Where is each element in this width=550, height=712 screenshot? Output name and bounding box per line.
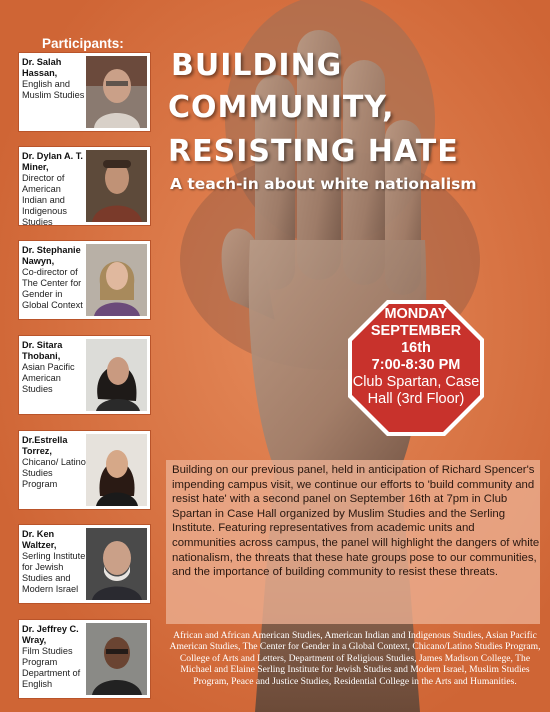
participant-affiliation: Film Studies Program Department of English — [22, 646, 81, 689]
participant-affiliation: Serling Institute for Jewish Studies and Modern Israel — [22, 551, 86, 594]
participant-photo — [86, 623, 147, 695]
participant-name: Dr. Jeffrey C. Wray, — [22, 624, 79, 645]
participant-name: Dr. Dylan A. T. Miner, — [22, 151, 83, 172]
event-details — [346, 306, 486, 408]
participant-affiliation: Co-director of The Center for Gender in Global Context — [22, 267, 83, 310]
event-date: 16th — [401, 340, 431, 356]
participant-affiliation: English and Muslim Studies — [22, 79, 85, 100]
participant-card — [18, 240, 151, 320]
title-line: RESISTING HATE — [168, 134, 459, 169]
participant-affiliation: Chicano/ Latino Studies Program — [22, 457, 86, 489]
participant-name: Dr. Stephanie Nawyn, — [22, 245, 81, 266]
participant-photo — [86, 244, 147, 316]
participant-affiliation: Asian Pacific American Studies — [22, 362, 75, 394]
participant-name: Dr.Estrella Torrez, — [22, 435, 68, 456]
participant-photo — [86, 56, 147, 128]
participant-card — [18, 524, 151, 604]
participant-card — [18, 52, 151, 132]
participant-photo — [86, 339, 147, 411]
participant-name: Dr. Ken Waltzer, — [22, 529, 57, 550]
event-day: MONDAY — [384, 306, 448, 322]
participant-card — [18, 619, 151, 699]
participant-card — [18, 146, 151, 226]
subtitle: A teach-in about white nationalism — [170, 175, 477, 193]
participant-name: Dr. Sitara Thobani, — [22, 340, 63, 361]
sponsors-text: African and African American Studies, American Indian and Indigenous Studies, Asian Pacific American Studies, The Center for Gender in a Global Context, Chicano/Latino Studies Program, College of Arts and Letters, Department of Religious Studies, James Madison College, The Michael and Elaine Serling Institute for Jewish Studies and Modern Israel, Muslim Studies Program, Peace and Justice Studies, Residential College in the Arts and Humanities. — [169, 630, 541, 687]
participant-card — [18, 430, 151, 510]
event-venue: Hall (3rd Floor) — [367, 391, 465, 407]
title-line: COMMUNITY, — [168, 90, 395, 125]
participant-photo — [86, 528, 147, 600]
event-month: SEPTEMBER — [370, 323, 462, 339]
event-time: 7:00-8:30 PM — [371, 357, 461, 373]
participant-photo — [86, 150, 147, 222]
description-text: Building on our previous panel, held in anticipation of Richard Spencer's impending campus visit, we continue our efforts to 'build community and resist hate' with a second panel on September 16th at 7pm in Club Spartan in Case Hall organized by Muslim Studies and the Serling Institute. Featuring representatives from academic units and communities across campus, the panel will highlight the dangers of white nationalism, the threats that these hate groups pose to our communities, and the importance of building community to resist these threats. — [172, 464, 540, 579]
event-venue: Club Spartan, Case — [352, 374, 480, 390]
title-line: BUILDING — [171, 48, 343, 83]
participant-name: Dr. Salah Hassan, — [22, 57, 62, 78]
participant-photo — [86, 434, 147, 506]
participant-card — [18, 335, 151, 415]
participants-heading: Participants: — [42, 36, 124, 51]
participant-affiliation: Director of American Indian and Indigenous Studies — [22, 173, 67, 227]
